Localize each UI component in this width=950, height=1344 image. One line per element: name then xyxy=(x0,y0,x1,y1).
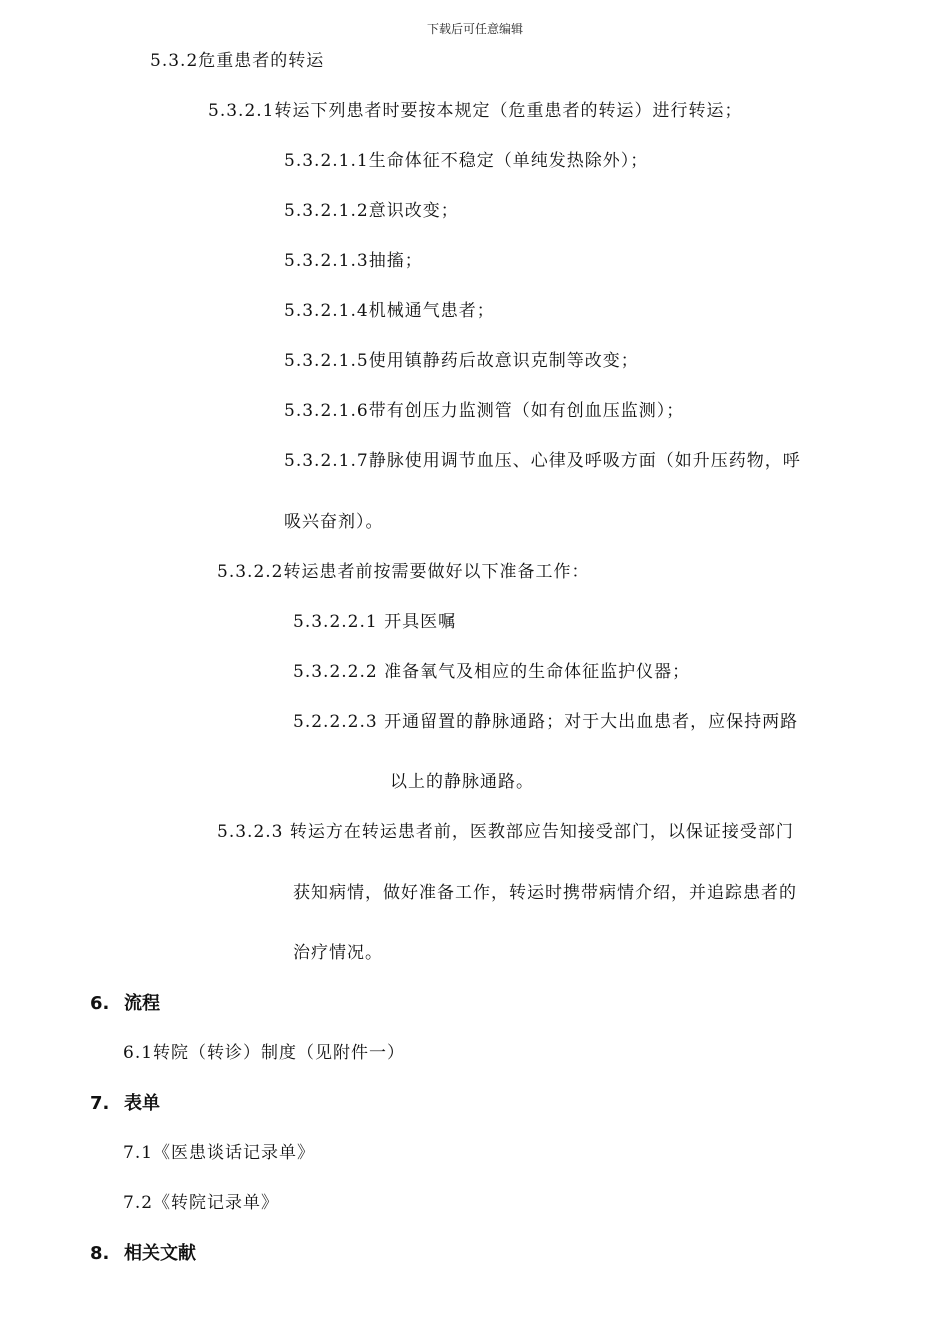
item-5-3-2-3-cont-1: 获知病情，做好准备工作，转运时携带病情介绍，并追踪患者的 xyxy=(293,883,797,903)
section-8-heading xyxy=(90,1242,196,1266)
item-5-3-2-1-7: 5.3.2.1.7静脉使用调节血压、心律及呼吸方面（如升压药物，呼 xyxy=(284,451,801,471)
item-5-3-2-3-cont-2: 治疗情况。 xyxy=(293,943,383,963)
item-6-1: 6.1转院（转诊）制度（见附件一） xyxy=(123,1043,406,1063)
item-7-2: 7.2《转院记录单》 xyxy=(123,1193,280,1213)
item-7-1: 7.1《医患谈话记录单》 xyxy=(123,1143,316,1163)
section-number: 7. xyxy=(90,1093,110,1114)
section-7-heading xyxy=(90,1092,160,1116)
section-title: 相关文献 xyxy=(124,1243,196,1264)
item-5-3-2-1-4: 5.3.2.1.4机械通气患者； xyxy=(284,301,495,321)
item-5-3-2-1-3: 5.3.2.1.3抽搐； xyxy=(284,251,423,271)
item-5-3-2-1-5: 5.3.2.1.5使用镇静药后故意识克制等改变； xyxy=(284,351,639,371)
section-number: 8. xyxy=(90,1243,110,1264)
page-header: 下载后可任意编辑 xyxy=(426,22,523,36)
item-5-3-2-1-6: 5.3.2.1.6带有创压力监测管（如有创血压监测）； xyxy=(284,401,685,421)
item-5-3-2-2: 5.3.2.2转运患者前按需要做好以下准备工作： xyxy=(217,562,590,582)
item-5-3-2-2-1: 5.3.2.2.1 开具医嘱 xyxy=(293,612,457,632)
item-5-3-2-3: 5.3.2.3 转运方在转运患者前，医教部应告知接受部门，以保证接受部门 xyxy=(217,822,794,842)
section-title: 表单 xyxy=(124,1093,160,1114)
item-5-3-2-1: 5.3.2.1转运下列患者时要按本规定（危重患者的转运）进行转运； xyxy=(208,101,743,121)
item-5-3-2-1-1: 5.3.2.1.1生命体征不稳定（单纯发热除外）； xyxy=(284,151,649,171)
section-number: 6. xyxy=(90,993,110,1014)
item-5-3-2-1-2: 5.3.2.1.2意识改变； xyxy=(284,201,459,221)
item-5-2-2-2-3-cont: 以上的静脉通路。 xyxy=(390,772,534,792)
section-6-heading xyxy=(90,992,160,1016)
item-5-3-2-1-7-cont: 吸兴奋剂）。 xyxy=(284,512,384,532)
section-5-3-2-title: 5.3.2危重患者的转运 xyxy=(150,51,325,71)
item-5-3-2-2-2: 5.3.2.2.2 准备氧气及相应的生命体征监护仪器； xyxy=(293,662,691,682)
item-5-2-2-2-3: 5.2.2.2.3 开通留置的静脉通路；对于大出血患者，应保持两路 xyxy=(293,712,799,732)
section-title: 流程 xyxy=(124,993,160,1014)
